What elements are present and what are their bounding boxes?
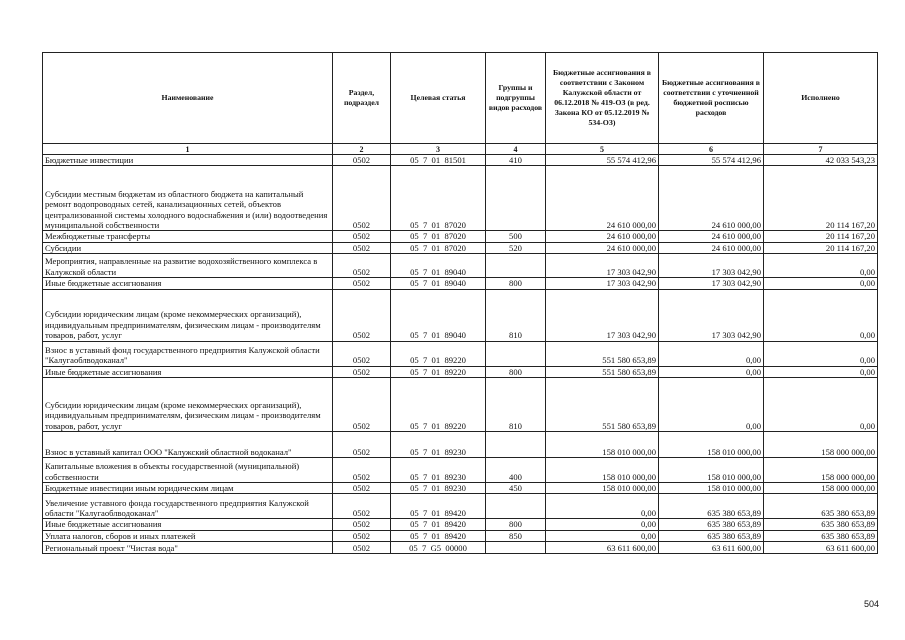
row-name: Межбюджетные трансферты: [43, 231, 333, 242]
row-section: 0502: [333, 530, 391, 541]
row-target-article: 05 7 01 89420: [391, 494, 486, 519]
row-target-article: 05 7 01 89230: [391, 432, 486, 458]
row-section: 0502: [333, 458, 391, 483]
row-section: 0502: [333, 155, 391, 166]
row-law-amount: 17 303 042,90: [546, 254, 659, 278]
row-name: Иные бюджетные ассигнования: [43, 366, 333, 377]
table-row: [43, 542, 878, 554]
table-row: [43, 341, 878, 366]
row-executed-amount: 635 380 653,89: [764, 519, 878, 530]
row-law-amount: 551 580 653,89: [546, 378, 659, 432]
row-expense-group: 520: [486, 242, 546, 253]
header-law-allocations: Бюджетные ассигнования в соответствии с Законом Калужской области от 06.12.2018 № 419-ОЗ (в ред. Закона КО от 05.12.2019 № 534-ОЗ): [546, 53, 659, 144]
table-row: [43, 155, 878, 166]
row-expense-group: 810: [486, 378, 546, 432]
row-refined-amount: 158 010 000,00: [659, 432, 764, 458]
row-executed-amount: 0,00: [764, 254, 878, 278]
row-law-amount: 24 610 000,00: [546, 166, 659, 231]
budget-table: [42, 52, 878, 554]
row-executed-amount: 63 611 600,00: [764, 542, 878, 554]
header-section: Раздел, подраздел: [333, 53, 391, 144]
row-refined-amount: 17 303 042,90: [659, 254, 764, 278]
row-expense-group: 500: [486, 231, 546, 242]
row-target-article: 05 7 G5 00000: [391, 542, 486, 554]
row-law-amount: 551 580 653,89: [546, 366, 659, 377]
row-expense-group: [486, 254, 546, 278]
row-law-amount: 17 303 042,90: [546, 289, 659, 341]
row-law-amount: 17 303 042,90: [546, 278, 659, 289]
row-executed-amount: 20 114 167,20: [764, 166, 878, 231]
row-expense-group: [486, 166, 546, 231]
row-law-amount: 158 010 000,00: [546, 483, 659, 494]
table-row: [43, 458, 878, 483]
table-row: [43, 278, 878, 289]
row-refined-amount: 0,00: [659, 341, 764, 366]
row-law-amount: 158 010 000,00: [546, 458, 659, 483]
row-refined-amount: 24 610 000,00: [659, 166, 764, 231]
column-number-row: [43, 144, 878, 155]
row-refined-amount: 24 610 000,00: [659, 242, 764, 253]
column-number: 3: [391, 144, 486, 155]
table-row: [43, 289, 878, 341]
row-name: Уплата налогов, сборов и иных платежей: [43, 530, 333, 541]
row-refined-amount: 158 010 000,00: [659, 483, 764, 494]
row-expense-group: 800: [486, 519, 546, 530]
row-section: 0502: [333, 341, 391, 366]
row-target-article: 05 7 01 89420: [391, 530, 486, 541]
row-law-amount: 63 611 600,00: [546, 542, 659, 554]
column-number: 5: [546, 144, 659, 155]
row-target-article: 05 7 01 89230: [391, 458, 486, 483]
row-name: Капитальные вложения в объекты государственной (муниципальной) собственности: [43, 458, 333, 483]
row-executed-amount: 635 380 653,89: [764, 494, 878, 519]
row-section: 0502: [333, 242, 391, 253]
row-target-article: 05 7 01 89040: [391, 254, 486, 278]
header-target-article: Целевая статья: [391, 53, 486, 144]
header-name: Наименование: [43, 53, 333, 144]
table-row: [43, 530, 878, 541]
column-number: 4: [486, 144, 546, 155]
row-name: Субсидии: [43, 242, 333, 253]
row-expense-group: 800: [486, 278, 546, 289]
row-name: Бюджетные инвестиции: [43, 155, 333, 166]
row-name: Иные бюджетные ассигнования: [43, 519, 333, 530]
column-number: 6: [659, 144, 764, 155]
row-executed-amount: 0,00: [764, 378, 878, 432]
row-section: 0502: [333, 289, 391, 341]
row-executed-amount: 158 000 000,00: [764, 432, 878, 458]
row-expense-group: [486, 432, 546, 458]
row-law-amount: 0,00: [546, 519, 659, 530]
header-executed: Исполнено: [764, 53, 878, 144]
row-refined-amount: 24 610 000,00: [659, 231, 764, 242]
row-law-amount: 55 574 412,96: [546, 155, 659, 166]
row-executed-amount: 20 114 167,20: [764, 231, 878, 242]
row-refined-amount: 55 574 412,96: [659, 155, 764, 166]
table-row: [43, 366, 878, 377]
row-law-amount: 0,00: [546, 530, 659, 541]
row-name: Субсидии юридическим лицам (кроме некоммерческих организаций), индивидуальным предпринимателям, физическим лицам - производителям товаров, работ, услуг: [43, 378, 333, 432]
row-expense-group: 800: [486, 366, 546, 377]
row-section: 0502: [333, 542, 391, 554]
row-name: Субсидии местным бюджетам из областного бюджета на капитальный ремонт водопроводных сетей, канализационных сетей, объектов централизованной системы холодного водоснабжения и (или) водоотведения муниципальной собственности: [43, 166, 333, 231]
table-row: [43, 519, 878, 530]
row-law-amount: 0,00: [546, 494, 659, 519]
row-refined-amount: 0,00: [659, 366, 764, 377]
table-row: [43, 242, 878, 253]
row-law-amount: 24 610 000,00: [546, 242, 659, 253]
row-executed-amount: 158 000 000,00: [764, 458, 878, 483]
row-executed-amount: 0,00: [764, 289, 878, 341]
table-row: [43, 231, 878, 242]
column-number: 2: [333, 144, 391, 155]
table-row: [43, 378, 878, 432]
row-target-article: 05 7 01 89230: [391, 483, 486, 494]
row-section: 0502: [333, 278, 391, 289]
row-target-article: 05 7 01 89040: [391, 278, 486, 289]
row-target-article: 05 7 01 89420: [391, 519, 486, 530]
row-section: 0502: [333, 494, 391, 519]
row-target-article: 05 7 01 89220: [391, 341, 486, 366]
header-row: [43, 53, 878, 144]
row-target-article: 05 7 01 87020: [391, 242, 486, 253]
row-section: 0502: [333, 378, 391, 432]
row-expense-group: 410: [486, 155, 546, 166]
row-expense-group: 810: [486, 289, 546, 341]
row-target-article: 05 7 01 87020: [391, 231, 486, 242]
row-name: Иные бюджетные ассигнования: [43, 278, 333, 289]
row-target-article: 05 7 01 89220: [391, 366, 486, 377]
row-executed-amount: 0,00: [764, 366, 878, 377]
row-refined-amount: 63 611 600,00: [659, 542, 764, 554]
row-name: Субсидии юридическим лицам (кроме некоммерческих организаций), индивидуальным предпринимателям, физическим лицам - производителям товаров, работ, услуг: [43, 289, 333, 341]
row-section: 0502: [333, 519, 391, 530]
row-target-article: 05 7 01 81501: [391, 155, 486, 166]
row-refined-amount: 635 380 653,89: [659, 530, 764, 541]
row-refined-amount: 635 380 653,89: [659, 494, 764, 519]
row-target-article: 05 7 01 89220: [391, 378, 486, 432]
row-refined-amount: 17 303 042,90: [659, 289, 764, 341]
table-row: [43, 254, 878, 278]
row-expense-group: [486, 494, 546, 519]
row-target-article: 05 7 01 89040: [391, 289, 486, 341]
row-expense-group: 400: [486, 458, 546, 483]
row-executed-amount: 635 380 653,89: [764, 530, 878, 541]
row-section: 0502: [333, 231, 391, 242]
header-refined-allocations: Бюджетные ассигнования в соответствии с уточненной бюджетной росписью расходов: [659, 53, 764, 144]
row-name: Увеличение уставного фонда государственного предприятия Калужской области "Калугаоблводоканал": [43, 494, 333, 519]
row-executed-amount: 42 033 543,23: [764, 155, 878, 166]
row-expense-group: 450: [486, 483, 546, 494]
row-refined-amount: 0,00: [659, 378, 764, 432]
row-section: 0502: [333, 254, 391, 278]
row-section: 0502: [333, 432, 391, 458]
header-expense-group: Группы и подгруппы видов расходов: [486, 53, 546, 144]
row-expense-group: [486, 341, 546, 366]
row-target-article: 05 7 01 87020: [391, 166, 486, 231]
row-executed-amount: 0,00: [764, 278, 878, 289]
table-row: [43, 432, 878, 458]
row-law-amount: 551 580 653,89: [546, 341, 659, 366]
table-row: [43, 166, 878, 231]
row-refined-amount: 635 380 653,89: [659, 519, 764, 530]
row-section: 0502: [333, 483, 391, 494]
column-number: 1: [43, 144, 333, 155]
table-row: [43, 483, 878, 494]
row-executed-amount: 158 000 000,00: [764, 483, 878, 494]
row-name: Региональный проект "Чистая вода": [43, 542, 333, 554]
row-refined-amount: 17 303 042,90: [659, 278, 764, 289]
row-section: 0502: [333, 166, 391, 231]
row-law-amount: 24 610 000,00: [546, 231, 659, 242]
row-law-amount: 158 010 000,00: [546, 432, 659, 458]
row-section: 0502: [333, 366, 391, 377]
row-name: Бюджетные инвестиции иным юридическим лицам: [43, 483, 333, 494]
row-name: Взнос в уставный капитал ООО "Калужский областной водоканал": [43, 432, 333, 458]
row-executed-amount: 0,00: [764, 341, 878, 366]
row-refined-amount: 158 010 000,00: [659, 458, 764, 483]
row-expense-group: 850: [486, 530, 546, 541]
column-number: 7: [764, 144, 878, 155]
row-name: Взнос в уставный фонд государственного предприятия Калужской области "Калугаоблводоканал": [43, 341, 333, 366]
table-row: [43, 494, 878, 519]
row-expense-group: [486, 542, 546, 554]
row-name: Мероприятия, направленные на развитие водохозяйственного комплекса в Калужской области: [43, 254, 333, 278]
page-number: 504: [864, 599, 880, 609]
row-executed-amount: 20 114 167,20: [764, 242, 878, 253]
